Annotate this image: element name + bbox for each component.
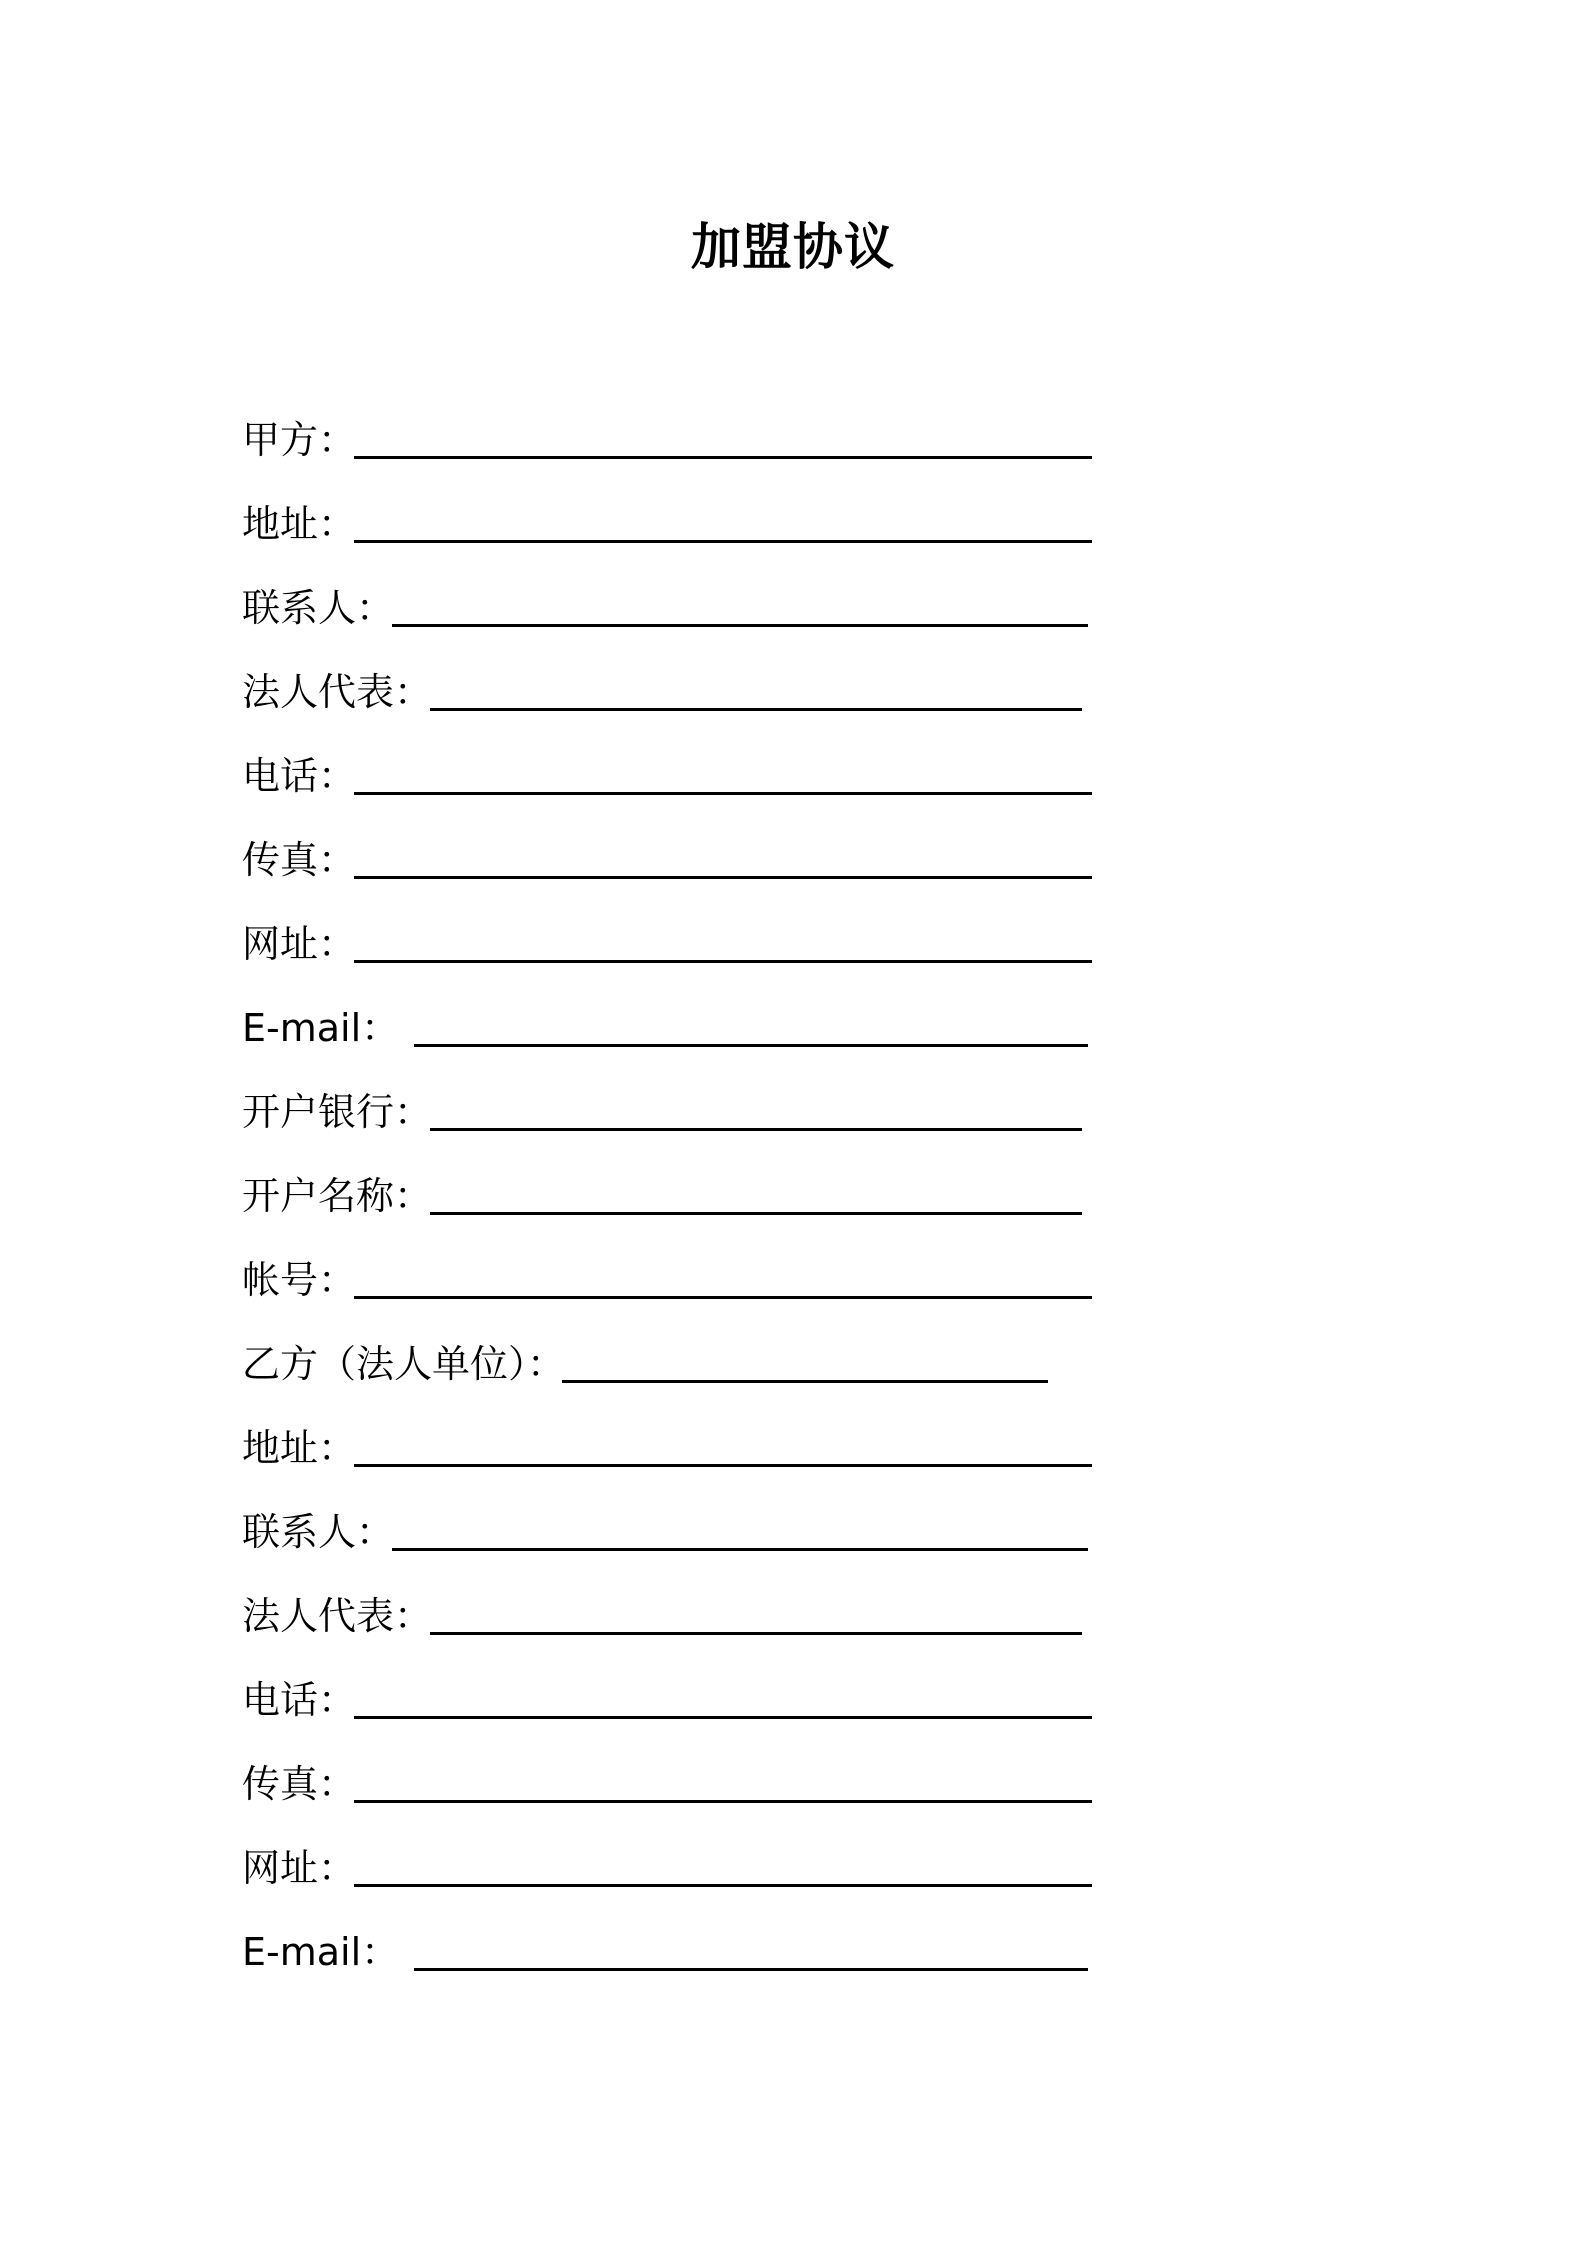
field-label: 乙方（法人单位）： [242,1342,566,1386]
fill-in-line[interactable] [354,960,1092,963]
field-label: 地址： [242,1426,357,1470]
fill-in-line[interactable] [414,1968,1088,1971]
fill-in-line[interactable] [430,1128,1082,1131]
fill-in-line[interactable] [430,708,1082,711]
fill-in-line[interactable] [354,1884,1092,1887]
field-label: 帐号： [242,1258,357,1302]
field-label: E-mail： [242,1930,400,1974]
fill-in-line[interactable] [562,1380,1048,1383]
fill-in-line[interactable] [430,1212,1082,1215]
field-label: 法人代表： [242,1594,433,1638]
field-label: 甲方： [242,418,357,462]
fill-in-line[interactable] [392,1548,1088,1551]
fill-in-line[interactable] [354,1800,1092,1803]
fill-in-line[interactable] [354,1296,1092,1299]
field-label: 传真： [242,1762,357,1806]
fill-in-line[interactable] [354,1716,1092,1719]
field-label: 网址： [242,922,357,966]
fill-in-line[interactable] [430,1632,1082,1635]
field-label: 地址： [242,502,357,546]
fill-in-line[interactable] [354,876,1092,879]
field-label: 传真： [242,838,357,882]
field-label: 开户银行： [242,1090,433,1134]
fill-in-line[interactable] [354,540,1092,543]
fill-in-line[interactable] [354,792,1092,795]
field-label: E-mail： [242,1006,400,1050]
fill-in-line[interactable] [392,624,1088,627]
document-title: 加盟协议 [691,218,895,276]
field-label: 法人代表： [242,670,433,714]
field-label: 电话： [242,754,357,798]
fill-in-line[interactable] [354,456,1092,459]
field-label: 网址： [242,1846,357,1890]
fill-in-line[interactable] [414,1044,1088,1047]
field-label: 联系人： [242,1510,395,1554]
fill-in-line[interactable] [354,1464,1092,1467]
field-label: 开户名称： [242,1174,433,1218]
field-label: 电话： [242,1678,357,1722]
field-label: 联系人： [242,586,395,630]
